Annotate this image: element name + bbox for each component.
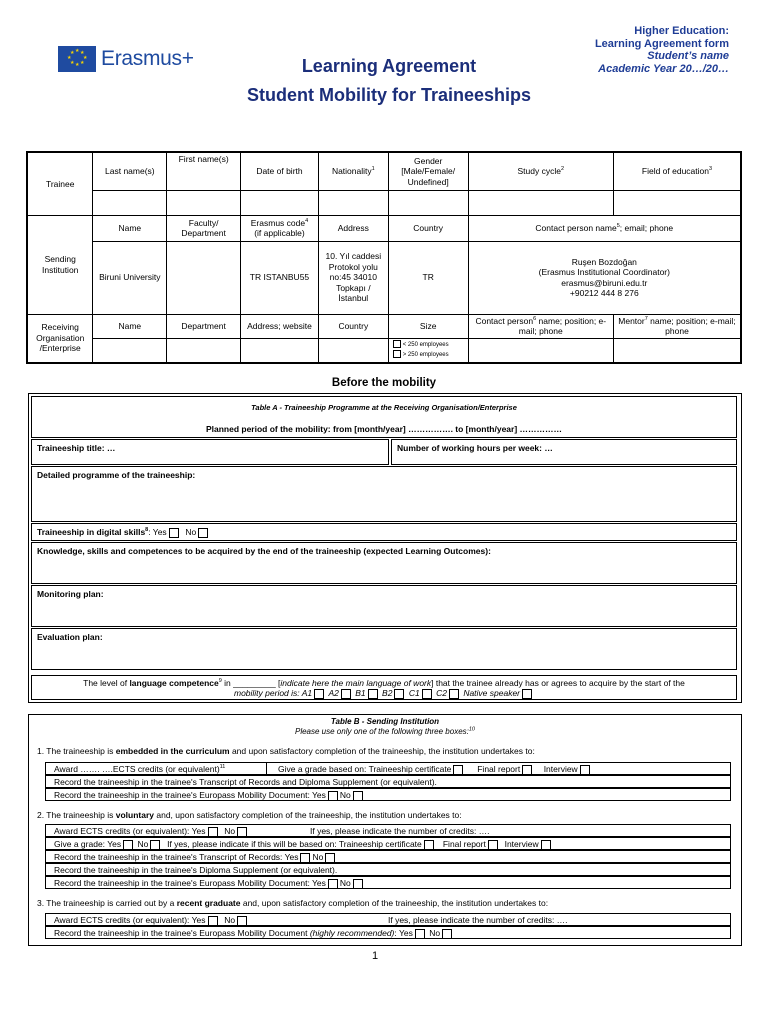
no-label: No [185, 527, 197, 537]
col-nationality [318, 152, 388, 190]
interview-label: Interview [504, 839, 539, 849]
col-last-name: Last name(s) [93, 152, 167, 190]
b1-checkbox[interactable] [368, 689, 378, 699]
receiving-label: Receiving Organisation /Enterprise [27, 314, 93, 363]
no-label: No [224, 915, 236, 925]
col-size: Size [388, 314, 468, 338]
eu-flag-icon: ★ ★ ★ ★ ★ ★ ★ ★ [58, 46, 96, 72]
checkbox[interactable] [393, 340, 401, 348]
col-department: Department [167, 314, 241, 338]
input-cell[interactable] [388, 190, 468, 215]
contact-text: Contact person [475, 315, 534, 326]
study-cycle-text: Study cycle [517, 166, 561, 176]
col-gender: Gender [Male/Female/ Undefined] [388, 152, 468, 190]
input-cell[interactable] [167, 190, 241, 215]
contact-line: +90212 444 8 276 [569, 288, 639, 298]
input-cell[interactable] [318, 190, 388, 215]
native-checkbox[interactable] [522, 689, 532, 699]
text: Award ECTS credits (or equivalent): Yes [54, 826, 206, 836]
page-title: Learning Agreement [301, 56, 477, 76]
lang-level: B2 [382, 688, 393, 698]
no-checkbox[interactable] [353, 791, 363, 801]
input-cell[interactable] [241, 338, 319, 363]
sending-code-value: TR ISTANBU55 [241, 241, 319, 314]
digital-no-checkbox[interactable] [198, 528, 208, 538]
working-hours-field[interactable]: Number of working hours per week: … [391, 439, 737, 465]
grade-text: Give a grade based on: Traineeship certificate [278, 764, 452, 774]
lang-level: C2 [436, 688, 447, 698]
col-contact [468, 314, 613, 338]
certificate-checkbox[interactable] [453, 765, 463, 775]
footnote: 7 [644, 315, 648, 322]
size-option-label: < 250 employees [402, 341, 449, 348]
text-bold: voluntary [115, 810, 155, 820]
no-label: No [137, 839, 149, 849]
contact-text-2: name; position; e-mail; phone [518, 315, 607, 336]
subtitle-text: Please use only one of the following three boxes: [294, 727, 469, 736]
text: and, upon satisfactory completion of the traineeship, the institution undertakes to: [154, 810, 462, 820]
text: Give a grade: Yes [54, 839, 122, 849]
planned-period: Planned period of the mobility: from [month/year] ……………. to [month/year] …………… [205, 424, 563, 434]
language-competence-row [31, 675, 737, 700]
b2-checkbox[interactable] [394, 689, 404, 699]
no-checkbox[interactable] [237, 827, 247, 837]
no-checkbox[interactable] [150, 840, 160, 850]
input-cell[interactable] [613, 190, 741, 215]
contact-line: Ruşen Bozdoğan [571, 256, 637, 267]
yes-label: : Yes [394, 928, 413, 938]
digital-yes-checkbox[interactable] [169, 528, 179, 538]
col-address: Address; website [241, 314, 319, 338]
text: 1. The traineeship is [37, 746, 116, 756]
option-1-row-1 [45, 762, 731, 775]
monitoring-plan-field[interactable]: Monitoring plan: [31, 585, 737, 627]
input-cell[interactable] [468, 338, 613, 363]
lang-text: The level of [83, 678, 130, 688]
sending-country-value: TR [388, 241, 468, 314]
no-checkbox[interactable] [442, 929, 452, 939]
final-report-checkbox[interactable] [522, 765, 532, 775]
logo-text: Erasmus+ [101, 47, 194, 70]
size-option-label: > 250 employees [402, 352, 449, 358]
yes-checkbox[interactable] [123, 840, 133, 850]
final-report-label: Final report [442, 839, 486, 849]
option-2-row-4: Record the traineeship in the trainee's Diploma Supplement (or equivalent). [45, 863, 731, 876]
input-cell[interactable] [241, 190, 319, 215]
yes-checkbox[interactable] [208, 827, 218, 837]
lang-level: Native speaker [463, 688, 521, 698]
option-1-row-2: Record the traineeship in the trainee's Transcript of Records and Diploma Supplement (or equivalent). [45, 775, 731, 788]
table-a-header [31, 396, 737, 438]
header-line: Higher Education: [634, 25, 729, 37]
sending-label: Sending Institution [27, 215, 93, 314]
footnote: 5 [616, 222, 620, 229]
yes-checkbox[interactable] [415, 929, 425, 939]
lang-level: C1 [408, 688, 420, 698]
col-name: Name [93, 314, 167, 338]
table-b-title: Table B - Sending Institution [330, 717, 440, 726]
contact-text-2: ; email; phone [619, 222, 674, 233]
option-2-row-1 [45, 824, 731, 837]
text: Record the traineeship in the trainee's Europass Mobility Document: Yes [54, 878, 326, 888]
col-address: Address [318, 215, 388, 241]
header-line: Academic Year 20…/20… [598, 62, 729, 75]
award-text: Award ……. ….ECTS credits (or equivalent) [54, 764, 220, 774]
table-a-title: Table A - Traineeship Programme at the Receiving Organisation/Enterprise [251, 403, 517, 412]
text: Record the traineeship in the trainee's Europass Mobility Document: Yes [54, 790, 326, 800]
yes-checkbox[interactable] [300, 853, 310, 863]
col-faculty: Faculty/ Department [167, 215, 241, 241]
lang-bold: language competence [129, 678, 219, 688]
interview-label: Interview [543, 764, 578, 774]
option-3-row-1 [45, 913, 731, 926]
col-study-cycle [468, 152, 613, 190]
credits-text: If yes, please indicate the number of credits: …. [310, 826, 490, 836]
yes-checkbox[interactable] [328, 791, 338, 801]
no-checkbox[interactable] [237, 916, 247, 926]
learning-outcomes-field[interactable]: Knowledge, skills and competences to be acquired by the end of the traineeship (expected Learning Outcomes): [31, 542, 737, 584]
col-name: Name [93, 215, 167, 241]
col-country: Country [318, 314, 388, 338]
yes-checkbox[interactable] [328, 879, 338, 889]
text: 2. The traineeship is [37, 810, 116, 820]
col-mentor [613, 314, 741, 338]
lang-level: B1 [355, 688, 366, 698]
c1-checkbox[interactable] [422, 689, 432, 699]
no-label: No [339, 790, 351, 800]
mentor-text-2: name; position; e-mail; phone [647, 315, 736, 336]
nationality-text: Nationality [331, 166, 372, 176]
interview-checkbox[interactable] [580, 765, 590, 775]
option-3-row-2 [45, 926, 731, 939]
no-checkbox[interactable] [353, 879, 363, 889]
mentor-text: Mentor [618, 315, 645, 326]
a2-checkbox[interactable] [341, 689, 351, 699]
col-field [613, 152, 741, 190]
no-checkbox[interactable] [325, 853, 335, 863]
yes-label: : Yes [148, 527, 167, 537]
interview-checkbox[interactable] [541, 840, 551, 850]
option-1-heading [37, 746, 535, 756]
digital-skills-row [31, 523, 737, 541]
page-number: 1 [371, 950, 379, 962]
size-option-small[interactable] [391, 340, 466, 351]
grade-group [278, 764, 592, 775]
footnote: 9 [218, 678, 222, 685]
input-cell[interactable] [167, 241, 241, 314]
col-contact [468, 215, 741, 241]
traineeship-title-field[interactable]: Traineeship title: … [31, 439, 389, 465]
col-country: Country [388, 215, 468, 241]
sending-contact-value [468, 241, 741, 314]
erasmus-code-note: (if applicable) [254, 228, 305, 238]
text: Record the traineeship in the trainee's Transcript of Records: Yes [54, 852, 299, 862]
option-1-row-3 [45, 788, 731, 801]
no-label: No [429, 928, 441, 938]
erasmus-code-text: Erasmus code [250, 217, 306, 228]
col-dob: Date of birth [241, 152, 319, 190]
yes-checkbox[interactable] [208, 916, 218, 926]
footnote: 4 [305, 217, 309, 224]
footnote: 3 [709, 166, 713, 173]
contact-line: erasmus@biruni.edu.tr [561, 277, 648, 288]
c2-checkbox[interactable] [449, 689, 459, 699]
lang-level-a1: mobility period is: A1 [233, 688, 313, 698]
input-cell[interactable] [318, 338, 388, 363]
no-label: No [339, 878, 351, 888]
input-cell[interactable] [468, 190, 613, 215]
lang-text: ] that the trainee already has or agrees to acquire by the start of the [431, 678, 685, 688]
text: Record the traineeship in the trainee's Europass Mobility Document [54, 928, 310, 938]
page-subtitle: Student Mobility for Traineeships [246, 85, 532, 105]
col-first-name: First name(s) [167, 152, 241, 190]
digital-label: Traineeship in digital skills [37, 527, 146, 537]
checkbox[interactable] [393, 350, 401, 358]
text-italic: (highly recommended) [309, 928, 395, 938]
col-erasmus-code [241, 215, 319, 241]
size-option-large[interactable] [391, 350, 466, 361]
lang-level: A2 [328, 688, 339, 698]
footnote: 8 [145, 527, 149, 534]
option-2-row-3 [45, 850, 731, 863]
text: 3. The traineeship is carried out by a [37, 898, 177, 908]
credits-text: If yes, please indicate the number of credits: …. [388, 915, 568, 925]
footnote: 10 [468, 726, 475, 733]
lang-text: in _________ [ [221, 678, 281, 688]
text: and, upon satisfactory completion of the traineeship, the institution undertakes to: [240, 898, 549, 908]
programme-field[interactable]: Detailed programme of the traineeship: [31, 466, 737, 522]
final-report-checkbox[interactable] [488, 840, 498, 850]
option-2-row-5 [45, 876, 731, 889]
no-label: No [224, 826, 236, 836]
parties-table [26, 151, 742, 364]
contact-text: Contact person name [535, 222, 617, 233]
footnote: 1 [371, 166, 375, 173]
table-b-subtitle [29, 727, 741, 736]
lang-italic: indicate here the main language of work [280, 678, 432, 688]
sending-name-value: Biruni University [93, 241, 167, 314]
certificate-checkbox[interactable] [424, 840, 434, 850]
footnote: 2 [560, 166, 565, 173]
text: and upon satisfactory completion of the traineeship, the institution undertakes to: [229, 746, 535, 756]
header-line: Student’s name [647, 50, 729, 62]
final-report-label: Final report [477, 764, 521, 774]
input-cell[interactable] [93, 190, 167, 215]
header-line: Learning Agreement form [594, 37, 729, 50]
text: Award ECTS credits (or equivalent): Yes [54, 915, 206, 925]
input-cell[interactable] [613, 338, 741, 363]
option-2-row-2 [45, 837, 731, 850]
text-bold: embedded in the curriculum [115, 746, 230, 756]
field-text: Field of education [641, 166, 709, 176]
sending-address-value: 10. Yıl caddesi Protokol yolu no:45 34010 Topkapı / İstanbul [318, 241, 388, 314]
no-label: No [312, 852, 324, 862]
contact-line: (Erasmus Institutional Coordinator) [538, 267, 670, 277]
table-a [28, 393, 742, 703]
a1-checkbox[interactable] [314, 689, 324, 699]
text-bold: recent graduate [176, 898, 241, 908]
option-2-heading [37, 810, 462, 820]
footnote: 11 [219, 764, 226, 771]
evaluation-plan-field[interactable]: Evaluation plan: [31, 628, 737, 670]
size-options [388, 338, 468, 363]
trainee-label: Trainee [27, 152, 93, 215]
option-3-heading [37, 898, 548, 908]
before-mobility-title: Before the mobility [331, 377, 437, 389]
input-cell[interactable] [93, 338, 167, 363]
footnote: 6 [533, 315, 537, 322]
grade-text: If yes, please indicate if this will be based on: Traineeship certificate [167, 839, 422, 849]
input-cell[interactable] [167, 338, 241, 363]
